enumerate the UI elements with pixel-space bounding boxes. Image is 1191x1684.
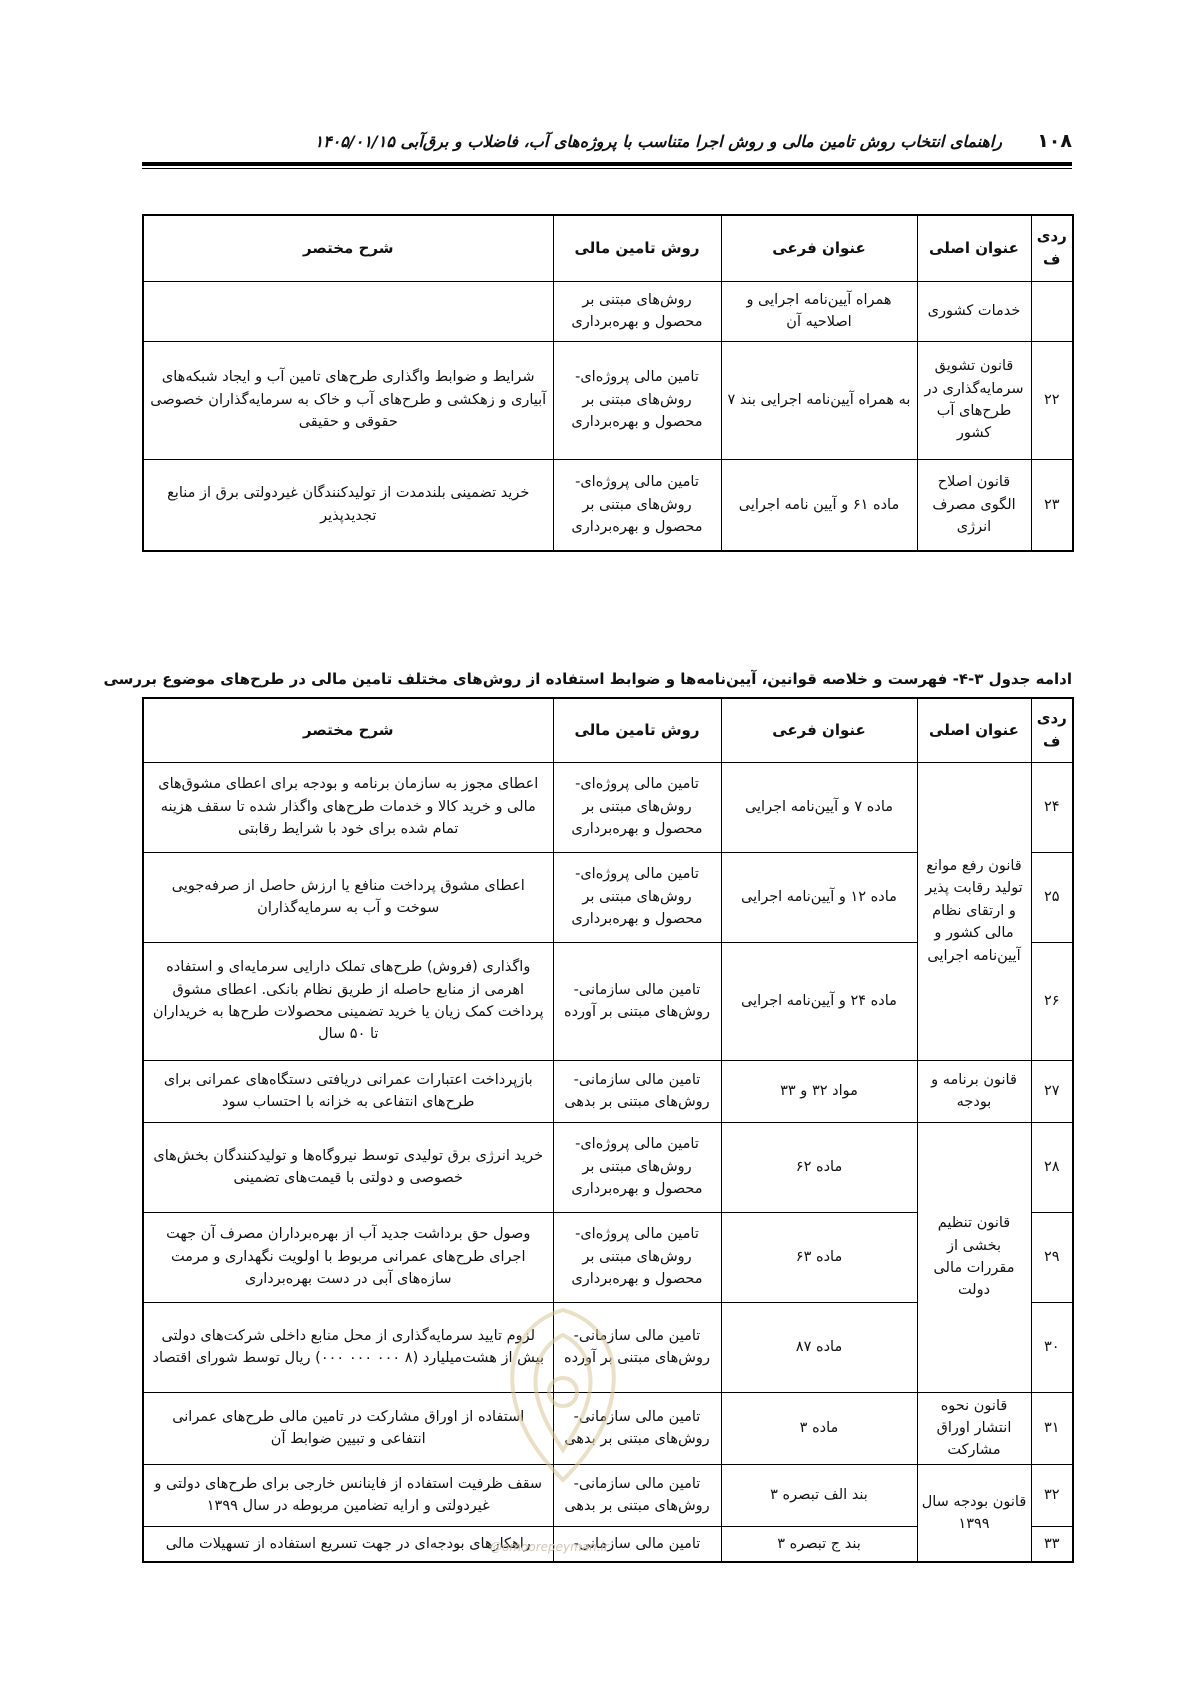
description: واگذاری (فروش) طرح‌های تملک دارایی سرمایه‌ای و استفاده اهرمی از منابع حاصله از طریق نظام بانکی. اعطای مشوق پرداخت کمک زیان یا خرید تضمینی محصولات طرح‌ها به خریداران تا ۵۰ سال bbox=[143, 942, 553, 1060]
table-row bbox=[143, 341, 1073, 459]
description: اعطای مجوز به سازمان برنامه و بودجه برای اعطای مشوق‌های مالی و خرید کالا و خدمات طرح‌های واگذار شده تا سقف هزینه تمام شده برای خود با شرایط رقابتی bbox=[143, 762, 553, 852]
main-title: قانون تنظیم بخشی از مقررات مالی دولت bbox=[917, 1122, 1031, 1392]
description: وصول حق برداشت جدید آب از بهره‌برداران مصرف آن جهت اجرای طرح‌های عمرانی مربوط با اولویت نگهداری و مرمت سازه‌های آبی در دست بهره‌برداری bbox=[143, 1212, 553, 1302]
col-method: روش تامین مالی bbox=[553, 215, 721, 281]
sub-title: ماده ۷ و آیین‌نامه اجرایی bbox=[721, 762, 917, 852]
finance-method: روش‌های مبتنی بر محصول و بهره‌برداری bbox=[553, 281, 721, 341]
row-number bbox=[1031, 281, 1073, 341]
sub-title: ماده ۳ bbox=[721, 1392, 917, 1464]
col-row: ردی ف bbox=[1031, 698, 1073, 762]
sub-title: ماده ۶۱ و آیین نامه اجرایی bbox=[721, 459, 917, 551]
table-header-row bbox=[143, 698, 1073, 762]
table-row bbox=[143, 1464, 1073, 1526]
description: بازپرداخت اعتبارات عمرانی دریافتی دستگاه‌های عمرانی برای طرح‌های انتفاعی به خزانه با احتساب سود bbox=[143, 1060, 553, 1122]
description: اعطای مشوق پرداخت منافع یا ارزش حاصل از صرفه‌جویی سوخت و آب به سرمایه‌گذاران bbox=[143, 852, 553, 942]
running-title: راهنمای انتخاب روش تامین مالی و روش اجرا متناسب با پروژه‌های آب، فاضلاب و برق‌آبی ۱۴۰۵/۰۱/۱۵ bbox=[314, 132, 1002, 151]
laws-table-part2 bbox=[142, 697, 1074, 1563]
sub-title: بند الف تبصره ۳ bbox=[721, 1464, 917, 1526]
header-rule-thick bbox=[142, 162, 1072, 166]
sub-title: بند ج تبصره ۳ bbox=[721, 1526, 917, 1562]
sub-title: ماده ۱۲ و آیین‌نامه اجرایی bbox=[721, 852, 917, 942]
finance-method: تامین مالی پروژه‌ای- روش‌های مبتنی بر محصول و بهره‌برداری bbox=[553, 1212, 721, 1302]
finance-method: تامین مالی سازمانی- bbox=[553, 1526, 721, 1562]
sub-title: به همراه آیین‌نامه اجرایی بند ۷ bbox=[721, 341, 917, 459]
col-row: ردی ف bbox=[1031, 215, 1073, 281]
sub-title: ماده ۶۳ bbox=[721, 1212, 917, 1302]
description: راهکارهای بودجه‌ای در جهت تسریع استفاده از تسهیلات مالی bbox=[143, 1526, 553, 1562]
table-row bbox=[143, 762, 1073, 852]
row-number: ۳۲ bbox=[1031, 1464, 1073, 1526]
col-main-title: عنوان اصلی bbox=[917, 215, 1031, 281]
finance-method: تامین مالی پروژه‌ای- روش‌های مبتنی بر محصول و بهره‌برداری bbox=[553, 762, 721, 852]
description bbox=[143, 281, 553, 341]
description: لزوم تایید سرمایه‌گذاری از محل منابع داخلی شرکت‌های دولتی بیش از هشت‌میلیارد (۸ ۰۰۰ ۰۰۰ ۰۰۰) ریال توسط شورای اقتصاد bbox=[143, 1302, 553, 1392]
page-number: ۱۰۸ bbox=[1037, 130, 1072, 152]
table-row bbox=[143, 1060, 1073, 1122]
row-number: ۲۲ bbox=[1031, 341, 1073, 459]
description: شرایط و ضوابط واگذاری طرح‌های تامین آب و ایجاد شبکه‌های آبیاری و زهکشی و طرح‌های آب و خاک به سرمایه‌گذاران خصوصی حقوقی و حقیقی bbox=[143, 341, 553, 459]
watermark-text: @omoorepeyman.ir bbox=[490, 1540, 609, 1554]
col-description: شرح مختصر bbox=[143, 215, 553, 281]
sub-title: ماده ۶۲ bbox=[721, 1122, 917, 1212]
page-header bbox=[142, 128, 1072, 158]
description: خرید انرژی برق تولیدی توسط نیروگاه‌ها و تولیدکنندگان بخش‌های خصوصی و دولتی با قیمت‌های تضمینی bbox=[143, 1122, 553, 1212]
row-number: ۲۸ bbox=[1031, 1122, 1073, 1212]
description: استفاده از اوراق مشارکت در تامین مالی طرح‌های عمرانی انتفاعی و تبیین ضوابط آن bbox=[143, 1392, 553, 1464]
col-sub-title: عنوان فرعی bbox=[721, 215, 917, 281]
table-row bbox=[143, 1122, 1073, 1212]
sub-title: ماده ۲۴ و آیین‌نامه اجرایی bbox=[721, 942, 917, 1060]
description: سقف ظرفیت استفاده از فاینانس خارجی برای طرح‌های دولتی و غیردولتی و ارایه تضامین مربوطه در سال ۱۳۹۹ bbox=[143, 1464, 553, 1526]
sub-title: ماده ۸۷ bbox=[721, 1302, 917, 1392]
table-row bbox=[143, 1392, 1073, 1464]
finance-method: تامین مالی پروژه‌ای- روش‌های مبتنی بر محصول و بهره‌برداری bbox=[553, 341, 721, 459]
row-number: ۲۴ bbox=[1031, 762, 1073, 852]
table-row bbox=[143, 459, 1073, 551]
description: خرید تضمینی بلندمدت از تولیدکنندگان غیردولتی برق از منابع تجدیدپذیر bbox=[143, 459, 553, 551]
row-number: ۲۶ bbox=[1031, 942, 1073, 1060]
finance-method: تامین مالی پروژه‌ای- روش‌های مبتنی بر محصول و بهره‌برداری bbox=[553, 1122, 721, 1212]
main-title: قانون بودجه سال ۱۳۹۹ bbox=[917, 1464, 1031, 1562]
finance-method: تامین مالی سازمانی- روش‌های مبتنی بر بدهی bbox=[553, 1464, 721, 1526]
col-description: شرح مختصر bbox=[143, 698, 553, 762]
col-main-title: عنوان اصلی bbox=[917, 698, 1031, 762]
main-title: خدمات کشوری bbox=[917, 281, 1031, 341]
row-number: ۲۳ bbox=[1031, 459, 1073, 551]
finance-method: تامین مالی سازمانی- روش‌های مبتنی بر آورده bbox=[553, 942, 721, 1060]
row-number: ۲۵ bbox=[1031, 852, 1073, 942]
sub-title: مواد ۳۲ و ۳۳ bbox=[721, 1060, 917, 1122]
finance-method: تامین مالی سازمانی- روش‌های مبتنی بر آورده bbox=[553, 1302, 721, 1392]
main-title: قانون برنامه و بودجه bbox=[917, 1060, 1031, 1122]
header-rule-thin bbox=[142, 168, 1072, 169]
finance-method: تامین مالی پروژه‌ای- روش‌های مبتنی بر محصول و بهره‌برداری bbox=[553, 459, 721, 551]
sub-title: همراه آیین‌نامه اجرایی و اصلاحیه آن bbox=[721, 281, 917, 341]
row-number: ۳۱ bbox=[1031, 1392, 1073, 1464]
main-title: قانون نحوه انتشار اوراق مشارکت bbox=[917, 1392, 1031, 1464]
laws-table-part1 bbox=[142, 214, 1074, 552]
row-number: ۲۹ bbox=[1031, 1212, 1073, 1302]
finance-method: تامین مالی پروژه‌ای- روش‌های مبتنی بر محصول و بهره‌برداری bbox=[553, 852, 721, 942]
table-header-row bbox=[143, 215, 1073, 281]
row-number: ۳۰ bbox=[1031, 1302, 1073, 1392]
col-method: روش تامین مالی bbox=[553, 698, 721, 762]
row-number: ۳۳ bbox=[1031, 1526, 1073, 1562]
main-title: قانون اصلاح الگوی مصرف انرژی bbox=[917, 459, 1031, 551]
finance-method: تامین مالی سازمانی- روش‌های مبتنی بر بدهی bbox=[553, 1060, 721, 1122]
main-title: قانون تشویق سرمایه‌گذاری در طرح‌های آب کشور bbox=[917, 341, 1031, 459]
col-sub-title: عنوان فرعی bbox=[721, 698, 917, 762]
table-row bbox=[143, 281, 1073, 341]
main-title: قانون رفع موانع تولید رقابت پذیر و ارتقای نظام مالی کشور و آیین‌نامه اجرایی bbox=[917, 762, 1031, 1060]
finance-method: تامین مالی سازمانی- روش‌های مبتنی بر بدهی bbox=[553, 1392, 721, 1464]
table-caption: ادامه جدول ۳-۴- فهرست و خلاصه قوانین، آیین‌نامه‌ها و ضوابط استفاده از روش‌های مختلف تامین مالی در طرح‌های موضوع بررسی bbox=[103, 670, 1072, 688]
row-number: ۲۷ bbox=[1031, 1060, 1073, 1122]
